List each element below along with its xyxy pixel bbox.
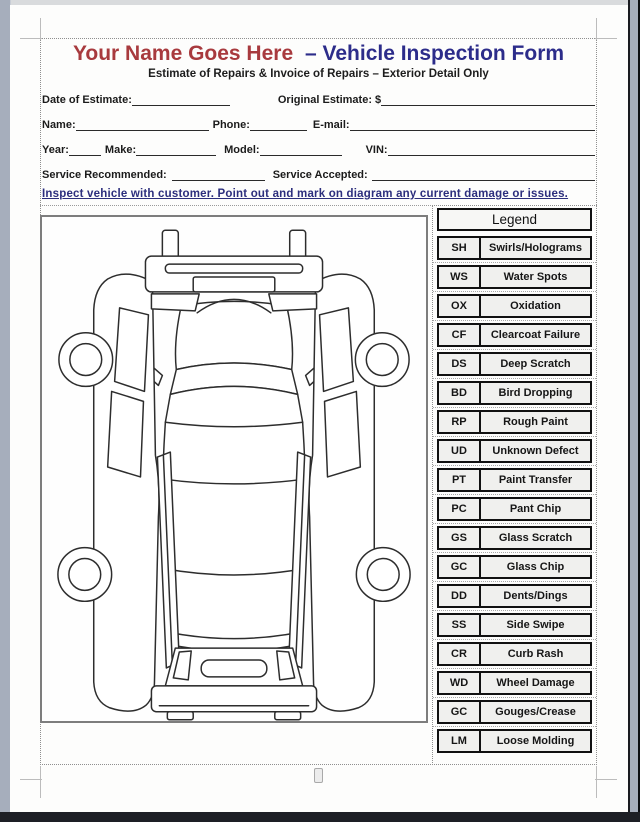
legend-row-separator xyxy=(433,289,596,294)
name-label: Name: xyxy=(42,119,76,131)
crop-mark-bottom-left-v xyxy=(40,766,41,798)
legend-row-separator xyxy=(433,608,596,613)
legend-label-cell: Clearcoat Failure xyxy=(490,329,581,341)
legend-row-separator xyxy=(433,695,596,700)
legend-row xyxy=(437,468,592,492)
form-row-service xyxy=(42,165,595,181)
legend-row xyxy=(437,265,592,289)
legend-label-cell: Side Swipe xyxy=(506,619,565,631)
legend-label-cell: Rough Paint xyxy=(503,416,568,428)
crop-mark-bottom-right-v xyxy=(596,766,597,798)
crop-mark-bottom-right-h xyxy=(595,779,617,780)
legend-code-cell: PT xyxy=(439,470,481,490)
name-field[interactable] xyxy=(76,118,209,131)
legend-row-separator xyxy=(433,637,596,642)
legend-row xyxy=(437,613,592,637)
service-accepted-label: Service Accepted: xyxy=(272,169,368,181)
legend-code-cell: WD xyxy=(439,673,481,693)
phone-field[interactable] xyxy=(250,118,307,131)
legend-label-cell: Unknown Defect xyxy=(492,445,579,457)
legend-label-cell: Water Spots xyxy=(503,271,568,283)
legend-row-separator xyxy=(433,550,596,555)
legend-code-cell: CR xyxy=(439,644,481,664)
original-estimate-field[interactable] xyxy=(381,93,595,106)
legend-row-separator xyxy=(433,492,596,497)
legend-label-cell: Oxidation xyxy=(510,300,561,312)
legend-row xyxy=(437,352,592,376)
form-row-vehicle xyxy=(42,140,595,156)
date-of-estimate-label: Date of Estimate: xyxy=(42,94,132,106)
legend-row-separator xyxy=(433,434,596,439)
legend-code-cell: OX xyxy=(439,296,481,316)
viewer-frame-bottom xyxy=(0,812,640,822)
legend-row-separator xyxy=(433,376,596,381)
service-accepted-field[interactable] xyxy=(372,168,595,181)
vehicle-diagram xyxy=(42,217,426,721)
form-header xyxy=(40,42,597,80)
legend-code-cell: GC xyxy=(439,557,481,577)
legend-label-cell: Glass Scratch xyxy=(498,532,573,544)
legend-code-cell: PC xyxy=(439,499,481,519)
vin-label: VIN: xyxy=(365,144,388,156)
legend-label-cell: Paint Transfer xyxy=(498,474,573,486)
legend-row-separator xyxy=(433,463,596,468)
legend-row-separator xyxy=(433,347,596,352)
email-field[interactable] xyxy=(350,118,595,131)
legend-title: Legend xyxy=(437,208,592,231)
make-label: Make: xyxy=(104,144,137,156)
legend-label-cell: Loose Molding xyxy=(496,735,575,747)
legend-row-separator xyxy=(433,666,596,671)
car-front-view xyxy=(145,230,322,313)
year-field[interactable] xyxy=(69,143,101,156)
crop-mark-top-left-v xyxy=(40,18,41,40)
model-label: Model: xyxy=(224,144,260,156)
legend-row-separator xyxy=(433,318,596,323)
viewer-frame-right xyxy=(628,0,640,822)
legend-row-separator xyxy=(433,724,596,729)
page-subtitle: Estimate of Repairs & Invoice of Repairs – Exterior Detail Only xyxy=(148,68,489,80)
legend-code-cell: GC xyxy=(439,702,481,722)
email-label: E-mail: xyxy=(312,119,350,131)
car-left-side-view xyxy=(58,274,179,711)
crop-mark-top-right-v xyxy=(596,18,597,40)
legend-code-cell: CF xyxy=(439,325,481,345)
legend-row xyxy=(437,584,592,608)
legend-rows xyxy=(437,236,592,753)
legend-row xyxy=(437,294,592,318)
legend-row xyxy=(437,555,592,579)
legend-code-cell: SH xyxy=(439,238,481,258)
date-of-estimate-field[interactable] xyxy=(132,93,230,106)
legend-row xyxy=(437,671,592,695)
legend-row-separator xyxy=(433,521,596,526)
legend-row xyxy=(437,381,592,405)
service-recommended-field[interactable] xyxy=(172,168,265,181)
legend-code-cell: BD xyxy=(439,383,481,403)
rear-bumper xyxy=(151,686,316,712)
legend-code-cell: UD xyxy=(439,441,481,461)
make-field[interactable] xyxy=(136,143,216,156)
legend-label-cell: Pant Chip xyxy=(509,503,562,515)
inspection-instruction: Inspect vehicle with customer. Point out and mark on diagram any current damage or issues. xyxy=(42,188,569,200)
legend-code-cell: DS xyxy=(439,354,481,374)
legend-code-cell: GS xyxy=(439,528,481,548)
legend-label-cell: Deep Scratch xyxy=(500,358,571,370)
legend-row-separator xyxy=(433,405,596,410)
legend-row xyxy=(437,497,592,521)
crop-mark-top-right-h xyxy=(595,38,617,39)
page-title-company: Your Name Goes Here xyxy=(72,42,294,65)
legend-row xyxy=(437,236,592,260)
paragraph-mark xyxy=(314,768,323,783)
legend-code-cell: RP xyxy=(439,412,481,432)
legend-row xyxy=(437,439,592,463)
model-field[interactable] xyxy=(260,143,342,156)
legend-label-cell: Wheel Damage xyxy=(496,677,575,689)
legend-row xyxy=(437,323,592,347)
legend-row xyxy=(437,410,592,434)
legend-label-cell: Dents/Dings xyxy=(503,590,568,602)
page-title xyxy=(40,42,597,66)
car-rear-view xyxy=(151,648,316,720)
license-plate xyxy=(201,660,267,677)
legend-row-separator xyxy=(433,260,596,265)
legend-label-cell: Gouges/Crease xyxy=(495,706,576,718)
legend-row xyxy=(437,642,592,666)
page-title-form-name: – Vehicle Inspection Form xyxy=(304,42,565,65)
form-row-contact xyxy=(42,115,595,131)
legend-label-cell: Swirls/Holograms xyxy=(489,242,582,254)
legend-row xyxy=(437,526,592,550)
legend-label-cell: Glass Chip xyxy=(506,561,565,573)
legend-label-cell: Bird Dropping xyxy=(498,387,573,399)
legend-row-separator xyxy=(433,579,596,584)
original-estimate-label: Original Estimate: $ xyxy=(277,94,382,106)
legend-code-cell: WS xyxy=(439,267,481,287)
vehicle-diagram-box xyxy=(40,215,428,723)
year-label: Year: xyxy=(42,144,69,156)
legend-code-cell: LM xyxy=(439,731,481,751)
crop-mark-bottom-left-h xyxy=(20,779,42,780)
legend-label-cell: Curb Rash xyxy=(507,648,564,660)
form-row-estimate xyxy=(42,90,595,106)
service-recommended-label: Service Recommended: xyxy=(42,169,167,181)
legend-code-cell: SS xyxy=(439,615,481,635)
damage-legend xyxy=(432,205,597,765)
legend-row xyxy=(437,700,592,724)
vin-field[interactable] xyxy=(388,143,595,156)
legend-row xyxy=(437,729,592,753)
phone-label: Phone: xyxy=(212,119,250,131)
legend-code-cell: DD xyxy=(439,586,481,606)
crop-mark-top-left-h xyxy=(20,38,42,39)
car-right-side-view xyxy=(289,274,410,711)
